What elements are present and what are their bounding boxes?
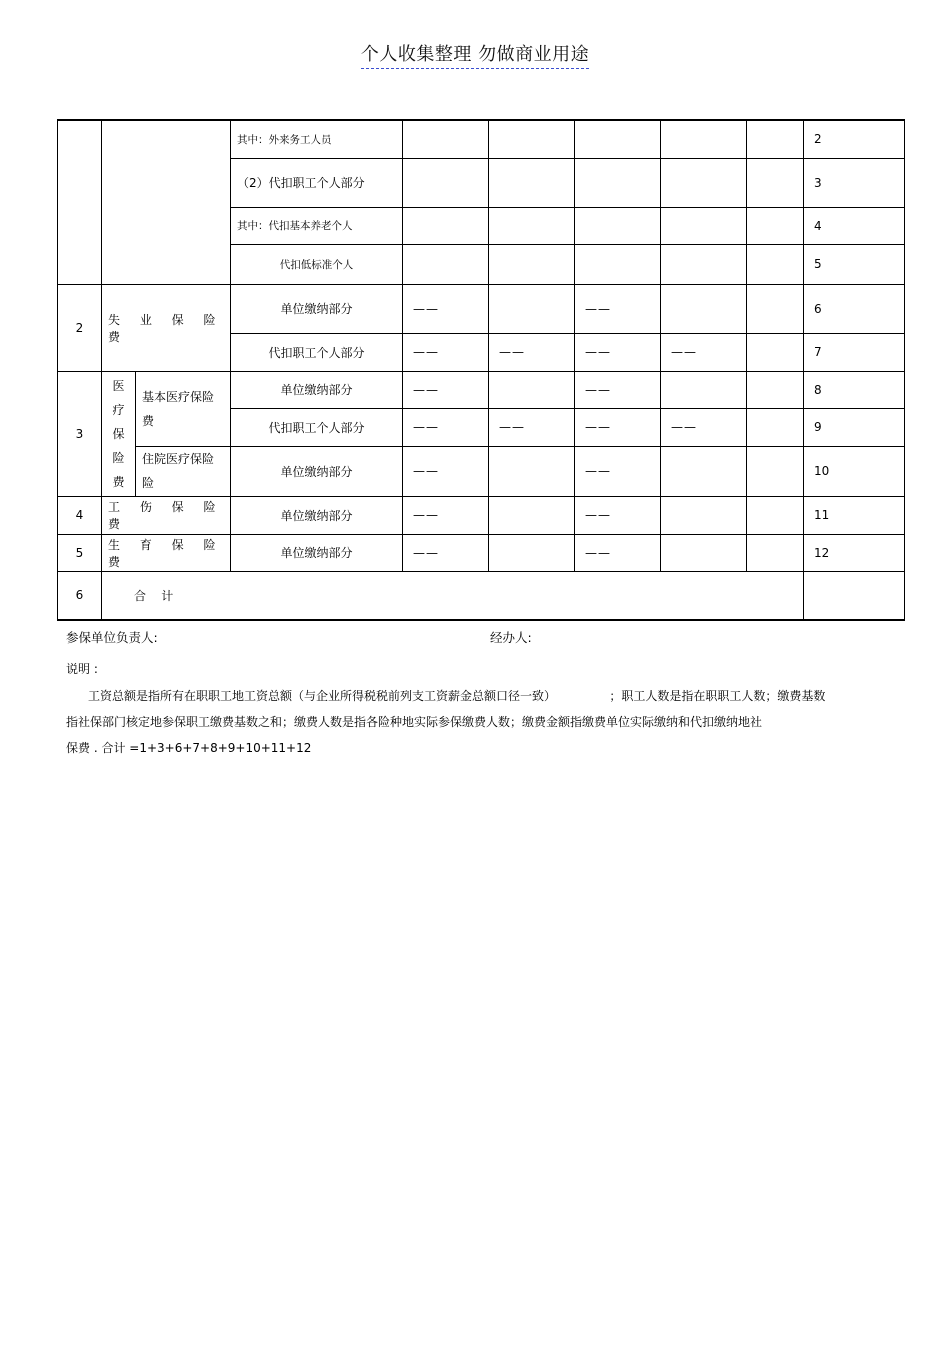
- value-cell: [575, 120, 661, 158]
- total-label: 合 计: [102, 571, 804, 620]
- item-label: 其中：代扣基本养老个人: [231, 207, 403, 244]
- notes-line-3: 保费 . 合计 =1+3+6+7+8+9+10+11+12: [66, 741, 312, 755]
- table-row: [58, 446, 905, 496]
- dash-cell: ——: [575, 496, 661, 534]
- row-code: 12: [804, 534, 905, 571]
- row-code: 9: [804, 408, 905, 446]
- dash-cell: ——: [489, 333, 575, 371]
- dash-cell: ——: [403, 333, 489, 371]
- row-code: 8: [804, 371, 905, 408]
- table-row: [58, 496, 905, 534]
- basic-medical-name: 基本医疗保险费: [136, 371, 231, 446]
- value-cell: [489, 534, 575, 571]
- notes-line-2: 指社保部门核定地参保职工缴费基数之和；缴费人数是指各险种地实际参保缴费人数；缴费金额指缴费单位实际缴纳和代扣缴纳地社: [66, 715, 763, 729]
- dash-cell: ——: [661, 408, 747, 446]
- value-cell: [661, 496, 747, 534]
- value-cell: [489, 244, 575, 284]
- row-number: 2: [58, 284, 102, 371]
- insurance-name: 工 伤 保 险 费: [102, 496, 231, 534]
- value-cell: [403, 207, 489, 244]
- dash-cell: ——: [489, 408, 575, 446]
- dash-cell: ——: [403, 284, 489, 333]
- item-label: 单位缴纳部分: [231, 284, 403, 333]
- value-cell: [489, 496, 575, 534]
- value-cell: [747, 284, 804, 333]
- value-cell: [489, 158, 575, 207]
- dash-cell: ——: [575, 284, 661, 333]
- row-code: 5: [804, 244, 905, 284]
- value-cell: [747, 207, 804, 244]
- value-cell: [661, 158, 747, 207]
- value-cell: [661, 534, 747, 571]
- dash-cell: ——: [403, 371, 489, 408]
- value-cell: [747, 408, 804, 446]
- item-label: 代扣低标准个人: [231, 244, 403, 284]
- value-cell: [661, 371, 747, 408]
- item-label: （2）代扣职工个人部分: [231, 158, 403, 207]
- value-cell: [403, 120, 489, 158]
- table-row: [58, 120, 905, 158]
- row-number: 5: [58, 534, 102, 571]
- value-cell: [747, 496, 804, 534]
- blank-no-cell: [58, 120, 102, 284]
- handler-signature: 经办人:: [490, 630, 532, 645]
- responsible-signature: 参保单位负责人:: [66, 630, 158, 645]
- row-code: 2: [804, 120, 905, 158]
- vertical-char: 保: [112, 426, 125, 441]
- item-label: 单位缴纳部分: [231, 496, 403, 534]
- row-number: 3: [58, 371, 102, 496]
- value-cell: [489, 446, 575, 496]
- header-title: 个人收集整理 勿做商业用途: [361, 40, 589, 69]
- total-value-cell: [804, 571, 905, 620]
- insurance-fee-table: [57, 119, 905, 621]
- dash-cell: ——: [403, 408, 489, 446]
- value-cell: [747, 333, 804, 371]
- dash-cell: ——: [575, 446, 661, 496]
- row-code: 7: [804, 333, 905, 371]
- dash-cell: ——: [403, 446, 489, 496]
- table-row: [58, 571, 905, 620]
- value-cell: [575, 158, 661, 207]
- row-number: 4: [58, 496, 102, 534]
- vertical-char: 疗: [112, 402, 125, 417]
- dash-cell: ——: [403, 496, 489, 534]
- item-label: 其中：外来务工人员: [231, 120, 403, 158]
- blank-name-cell: [102, 120, 231, 284]
- value-cell: [489, 284, 575, 333]
- page-header: [0, 40, 950, 69]
- value-cell: [747, 534, 804, 571]
- value-cell: [661, 284, 747, 333]
- insurance-name: 失 业 保 险 费: [102, 284, 231, 371]
- value-cell: [661, 207, 747, 244]
- item-label: 单位缴纳部分: [231, 534, 403, 571]
- value-cell: [661, 446, 747, 496]
- dash-cell: ——: [575, 534, 661, 571]
- row-code: 10: [804, 446, 905, 496]
- notes-line-1: 工资总额是指所有在职职工地工资总额（与企业所得税税前列支工资薪金总额口径一致） ；职工人数是指在职职工人数；缴费基数: [88, 689, 826, 703]
- table-row: [58, 284, 905, 333]
- hospital-medical-name: 住院医疗保险险: [136, 446, 231, 496]
- dash-cell: ——: [575, 408, 661, 446]
- insurance-name: 生 育 保 险 费: [102, 534, 231, 571]
- table-row: [58, 371, 905, 408]
- dash-cell: ——: [575, 371, 661, 408]
- vertical-char: 险: [112, 450, 125, 465]
- vertical-char: 医: [112, 378, 125, 393]
- dash-cell: ——: [575, 333, 661, 371]
- dash-cell: ——: [403, 534, 489, 571]
- value-cell: [747, 446, 804, 496]
- row-code: 3: [804, 158, 905, 207]
- row-number: 6: [58, 571, 102, 620]
- value-cell: [747, 158, 804, 207]
- item-label: 单位缴纳部分: [231, 371, 403, 408]
- value-cell: [747, 120, 804, 158]
- value-cell: [403, 244, 489, 284]
- item-label: 单位缴纳部分: [231, 446, 403, 496]
- value-cell: [661, 120, 747, 158]
- value-cell: [575, 244, 661, 284]
- value-cell: [747, 371, 804, 408]
- row-code: 4: [804, 207, 905, 244]
- dash-cell: ——: [661, 333, 747, 371]
- table-row: [58, 534, 905, 571]
- medical-category-vertical: [102, 371, 136, 496]
- row-code: 6: [804, 284, 905, 333]
- value-cell: [661, 244, 747, 284]
- notes-heading: 说明 :: [66, 662, 98, 676]
- vertical-char: 费: [112, 474, 125, 489]
- item-label: 代扣职工个人部分: [231, 408, 403, 446]
- value-cell: [747, 244, 804, 284]
- value-cell: [403, 158, 489, 207]
- value-cell: [489, 120, 575, 158]
- item-label: 代扣职工个人部分: [231, 333, 403, 371]
- value-cell: [575, 207, 661, 244]
- row-code: 11: [804, 496, 905, 534]
- notes-body: [66, 683, 886, 761]
- value-cell: [489, 207, 575, 244]
- value-cell: [489, 371, 575, 408]
